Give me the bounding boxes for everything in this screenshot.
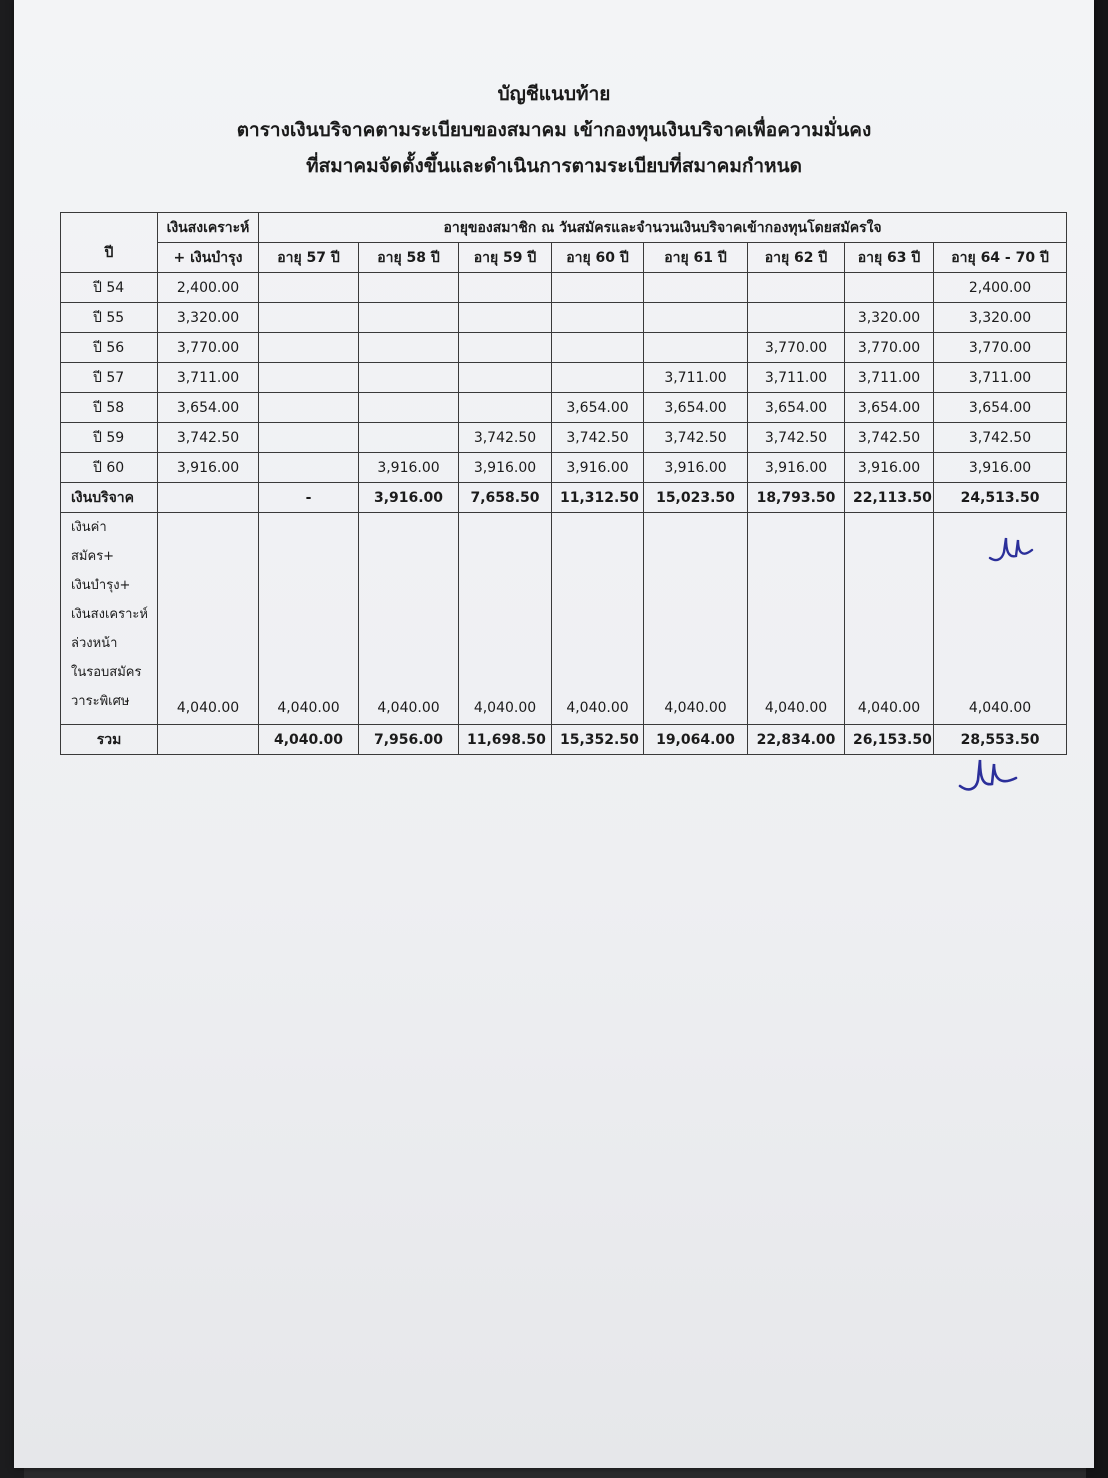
value-cell: 3,916.00 <box>934 453 1067 483</box>
value-cell <box>259 333 359 363</box>
value-cell: 3,711.00 <box>845 363 934 393</box>
value-cell: 3,770.00 <box>748 333 845 363</box>
total-row <box>61 725 1067 755</box>
value-cell <box>359 303 459 333</box>
title-line-2: ตารางเงินบริจาคตามระเบียบของสมาคม เข้ากองทุนเงินบริจาคเพื่อความมั่นคง <box>236 119 872 141</box>
year-cell: ปี 58 <box>61 393 158 423</box>
aid-cell: 3,711.00 <box>158 363 259 393</box>
value-cell: 4,040.00 <box>748 513 845 725</box>
fee-label-line: เงินสงเคราะห์ <box>71 607 148 622</box>
value-cell <box>359 363 459 393</box>
value-cell <box>259 273 359 303</box>
year-cell: ปี 59 <box>61 423 158 453</box>
value-cell <box>259 453 359 483</box>
header-age: อายุ 58 ปี <box>359 243 459 273</box>
value-cell <box>259 363 359 393</box>
year-cell: ปี 55 <box>61 303 158 333</box>
value-cell: 26,153.50 <box>845 725 934 755</box>
year-cell: ปี 60 <box>61 453 158 483</box>
total-label: รวม <box>61 725 158 755</box>
year-cell: ปี 56 <box>61 333 158 363</box>
value-cell <box>359 423 459 453</box>
value-cell: 24,513.50 <box>934 483 1067 513</box>
value-cell: 2,400.00 <box>934 273 1067 303</box>
value-cell: 3,916.00 <box>359 453 459 483</box>
value-cell: 3,916.00 <box>459 453 552 483</box>
value-cell <box>748 273 845 303</box>
value-cell <box>552 333 644 363</box>
value-cell: 3,711.00 <box>934 363 1067 393</box>
table-row <box>61 393 1067 423</box>
value-cell: 11,312.50 <box>552 483 644 513</box>
value-cell: 3,770.00 <box>845 333 934 363</box>
table-row <box>61 423 1067 453</box>
fee-row <box>61 513 1067 725</box>
header-age: อายุ 59 ปี <box>459 243 552 273</box>
value-cell: 3,654.00 <box>644 393 748 423</box>
fee-label-line: วาระพิเศษ <box>71 694 130 709</box>
value-cell <box>359 333 459 363</box>
value-cell <box>459 393 552 423</box>
value-cell: 3,916.00 <box>845 453 934 483</box>
value-cell: 3,916.00 <box>748 453 845 483</box>
signature-icon <box>986 530 1038 566</box>
document-title <box>14 76 1094 184</box>
value-cell: 15,023.50 <box>644 483 748 513</box>
title-line-3: ที่สมาคมจัดตั้งขึ้นและดำเนินการตามระเบียบที่สมาคมกำหนด <box>306 155 802 177</box>
value-cell: 4,040.00 <box>934 513 1067 725</box>
header-aid-line1: เงินสงเคราะห์ <box>158 213 259 243</box>
fee-label <box>61 513 158 725</box>
value-cell: 3,770.00 <box>934 333 1067 363</box>
value-cell: 4,040.00 <box>552 513 644 725</box>
value-cell: 3,711.00 <box>748 363 845 393</box>
header-age: อายุ 57 ปี <box>259 243 359 273</box>
header-age: อายุ 64 - 70 ปี <box>934 243 1067 273</box>
value-cell <box>459 303 552 333</box>
aid-cell: 3,654.00 <box>158 393 259 423</box>
fee-label-line: ในรอบสมัคร <box>71 665 142 680</box>
table-row <box>61 273 1067 303</box>
aid-cell <box>158 483 259 513</box>
aid-cell: 3,742.50 <box>158 423 259 453</box>
aid-cell: 3,770.00 <box>158 333 259 363</box>
value-cell <box>459 333 552 363</box>
value-cell <box>552 363 644 393</box>
value-cell: 3,320.00 <box>845 303 934 333</box>
value-cell <box>259 423 359 453</box>
value-cell <box>552 303 644 333</box>
value-cell <box>259 393 359 423</box>
value-cell: 4,040.00 <box>459 513 552 725</box>
value-cell <box>845 273 934 303</box>
value-cell: 3,320.00 <box>934 303 1067 333</box>
value-cell: 3,654.00 <box>934 393 1067 423</box>
donation-row <box>61 483 1067 513</box>
year-cell: ปี 57 <box>61 363 158 393</box>
value-cell <box>459 363 552 393</box>
value-cell: 4,040.00 <box>259 725 359 755</box>
aid-cell <box>158 725 259 755</box>
value-cell <box>359 273 459 303</box>
value-cell: 3,654.00 <box>748 393 845 423</box>
header-row-2 <box>61 243 1067 273</box>
signature-icon <box>956 752 1022 796</box>
table-row <box>61 333 1067 363</box>
value-cell: 3,742.50 <box>748 423 845 453</box>
value-cell: 3,742.50 <box>934 423 1067 453</box>
value-cell <box>748 303 845 333</box>
value-cell: 3,742.50 <box>845 423 934 453</box>
value-cell: 3,654.00 <box>552 393 644 423</box>
header-age: อายุ 61 ปี <box>644 243 748 273</box>
header-year: ปี <box>61 213 158 273</box>
value-cell <box>359 393 459 423</box>
value-cell <box>259 303 359 333</box>
value-cell: 3,742.50 <box>644 423 748 453</box>
value-cell: 22,834.00 <box>748 725 845 755</box>
header-age-group: อายุของสมาชิก ณ วันสมัครและจำนวนเงินบริจาคเข้ากองทุนโดยสมัครใจ <box>259 213 1067 243</box>
header-age: อายุ 62 ปี <box>748 243 845 273</box>
table-row <box>61 303 1067 333</box>
fee-label-line: เงินค่าสมัคร+ <box>71 520 115 564</box>
value-cell: 22,113.50 <box>845 483 934 513</box>
value-cell <box>552 273 644 303</box>
header-age: อายุ 60 ปี <box>552 243 644 273</box>
value-cell: 18,793.50 <box>748 483 845 513</box>
document-page <box>14 0 1094 1468</box>
header-age: อายุ 63 ปี <box>845 243 934 273</box>
value-cell: 7,956.00 <box>359 725 459 755</box>
value-cell: 4,040.00 <box>845 513 934 725</box>
value-cell: 28,553.50 <box>934 725 1067 755</box>
value-cell: 19,064.00 <box>644 725 748 755</box>
title-line-1: บัญชีแนบท้าย <box>497 83 611 105</box>
fee-label-line: เงินบำรุง+ <box>71 578 131 593</box>
value-cell: 4,040.00 <box>644 513 748 725</box>
donation-label: เงินบริจาค <box>61 483 158 513</box>
value-cell: 4,040.00 <box>359 513 459 725</box>
fee-label-line: ล่วงหน้า <box>71 636 118 651</box>
value-cell <box>459 273 552 303</box>
value-cell: 3,916.00 <box>359 483 459 513</box>
value-cell: 3,654.00 <box>845 393 934 423</box>
value-cell: 3,916.00 <box>644 453 748 483</box>
value-cell: 3,742.50 <box>552 423 644 453</box>
aid-cell: 2,400.00 <box>158 273 259 303</box>
aid-cell: 3,320.00 <box>158 303 259 333</box>
value-cell <box>644 303 748 333</box>
value-cell: 7,658.50 <box>459 483 552 513</box>
value-cell: 3,711.00 <box>644 363 748 393</box>
table-row <box>61 453 1067 483</box>
value-cell: - <box>259 483 359 513</box>
value-cell <box>644 273 748 303</box>
header-row-1 <box>61 213 1067 243</box>
value-cell: 3,742.50 <box>459 423 552 453</box>
table-row <box>61 363 1067 393</box>
value-cell: 15,352.50 <box>552 725 644 755</box>
value-cell: 11,698.50 <box>459 725 552 755</box>
header-aid-line2: + เงินบำรุง <box>158 243 259 273</box>
value-cell <box>644 333 748 363</box>
donation-table <box>60 212 1067 755</box>
year-cell: ปี 54 <box>61 273 158 303</box>
aid-cell: 4,040.00 <box>158 513 259 725</box>
value-cell: 3,916.00 <box>552 453 644 483</box>
value-cell: 4,040.00 <box>259 513 359 725</box>
aid-cell: 3,916.00 <box>158 453 259 483</box>
